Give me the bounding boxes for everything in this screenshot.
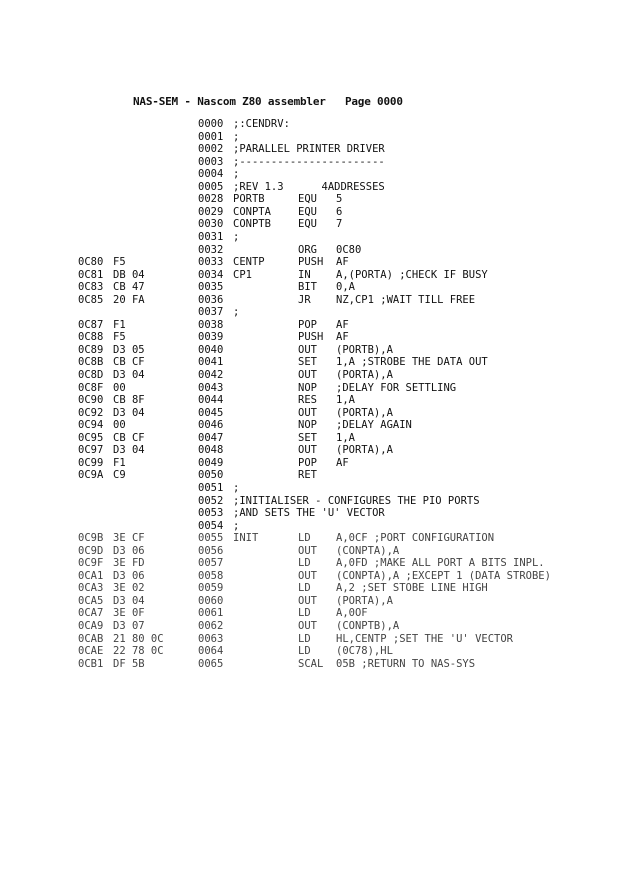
address-cell: 0CA7 [78, 607, 104, 620]
opcode-cell: BIT [298, 281, 317, 294]
listing-row [0, 344, 620, 356]
line-number-cell: 0043 [198, 381, 224, 394]
opcode-cell: OUT [298, 343, 317, 356]
listing-row [0, 218, 620, 230]
line-number-cell: 0037 [198, 306, 224, 319]
object-code-cell: CB 47 [113, 281, 145, 294]
operand-cell: A,2 ;SET STOBE LINE HIGH [336, 582, 488, 595]
line-number-cell: 0055 [198, 532, 224, 545]
operand-cell: AF [336, 331, 349, 344]
address-cell: 0C88 [78, 331, 104, 344]
listing-row [0, 620, 620, 632]
address-cell: 0C99 [78, 456, 104, 469]
listing-row [0, 457, 620, 469]
object-code-cell: DB 04 [113, 268, 145, 281]
comment-cell: ; [233, 130, 240, 143]
listing-row [0, 168, 620, 180]
listing-row [0, 369, 620, 381]
opcode-cell: OUT [298, 620, 317, 632]
opcode-cell: NOP [298, 419, 317, 432]
operand-cell: (PORTA),A [336, 444, 393, 457]
comment-cell: ;REV 1.3 4ADDRESSES [233, 180, 385, 193]
operand-cell: ;DELAY AGAIN [336, 419, 412, 432]
operand-cell: 0C80 [336, 243, 362, 256]
address-cell: 0C8F [78, 381, 104, 394]
operand-cell: 6 [336, 205, 343, 218]
line-number-cell: 0000 [198, 118, 224, 130]
operand-cell: 1,A ;STROBE THE DATA OUT [336, 356, 488, 369]
object-code-cell: D3 07 [113, 620, 145, 632]
operand-cell: AF [336, 456, 349, 469]
line-number-cell: 0042 [198, 369, 224, 381]
object-code-cell: 3E 0F [113, 607, 145, 620]
label-cell: CONPTB [233, 218, 271, 231]
line-number-cell: 0032 [198, 243, 224, 256]
object-code-cell: 00 [113, 419, 126, 432]
line-number-cell: 0031 [198, 230, 224, 243]
line-number-cell: 0058 [198, 569, 224, 582]
opcode-cell: LD [298, 632, 311, 645]
line-number-cell: 0059 [198, 582, 224, 595]
object-code-cell: D3 04 [113, 369, 145, 381]
operand-cell: A,(PORTA) ;CHECK IF BUSY [336, 268, 488, 281]
line-number-cell: 0039 [198, 331, 224, 344]
address-cell: 0C89 [78, 343, 104, 356]
address-cell: 0C83 [78, 281, 104, 294]
operand-cell: 0,A [336, 281, 355, 294]
line-number-cell: 0036 [198, 293, 224, 306]
address-cell: 0C9A [78, 469, 104, 482]
operand-cell: (PORTA),A [336, 406, 393, 419]
listing-row [0, 331, 620, 343]
operand-cell: A,0OF [336, 607, 368, 620]
opcode-cell: EQU [298, 193, 317, 206]
address-cell: 0C97 [78, 444, 104, 457]
operand-cell: ;DELAY FOR SETTLING [336, 381, 457, 394]
address-cell: 0C94 [78, 419, 104, 432]
address-cell: 0C8D [78, 369, 104, 381]
listing-row [0, 545, 620, 557]
object-code-cell: 21 80 0C [113, 632, 164, 645]
object-code-cell: DF 5B [113, 657, 145, 670]
listing-row [0, 356, 620, 368]
line-number-cell: 0030 [198, 218, 224, 231]
operand-cell: A,0FD ;MAKE ALL PORT A BITS INPL. [336, 557, 545, 570]
line-number-cell: 0061 [198, 607, 224, 620]
line-number-cell: 0050 [198, 469, 224, 482]
opcode-cell: LD [298, 557, 311, 570]
opcode-cell: NOP [298, 381, 317, 394]
operand-cell: 05B ;RETURN TO NAS-SYS [336, 657, 476, 670]
listing-row [0, 394, 620, 406]
operand-cell: (CONPTB),A [336, 620, 400, 632]
listing-row [0, 118, 620, 130]
address-cell: 0C85 [78, 293, 104, 306]
operand-cell: (PORTA),A [336, 369, 393, 381]
opcode-cell: EQU [298, 205, 317, 218]
opcode-cell: LD [298, 582, 311, 595]
address-cell: 0C81 [78, 268, 104, 281]
line-number-cell: 0062 [198, 620, 224, 632]
operand-cell: 1,A [336, 431, 355, 444]
address-cell: 0C90 [78, 394, 104, 407]
label-cell: PORTB [233, 193, 265, 206]
opcode-cell: LD [298, 607, 311, 620]
line-number-cell: 0060 [198, 594, 224, 607]
address-cell: 0C8B [78, 356, 104, 369]
page-header: NAS-SEM - Nascom Z80 assembler Page 0000 [133, 95, 403, 108]
operand-cell: (CONPTA),A [336, 544, 400, 557]
object-code-cell: 22 78 0C [113, 645, 164, 658]
object-code-cell: D3 06 [113, 569, 145, 582]
object-code-cell: D3 04 [113, 594, 145, 607]
listing-row [0, 382, 620, 394]
opcode-cell: OUT [298, 444, 317, 457]
opcode-cell: PUSH [298, 256, 324, 269]
address-cell: 0C95 [78, 431, 104, 444]
listing-row [0, 532, 620, 544]
listing-row [0, 231, 620, 243]
opcode-cell: POP [298, 318, 317, 331]
operand-cell: AF [336, 318, 349, 331]
comment-cell: ;PARALLEL PRINTER DRIVER [233, 143, 385, 156]
line-number-cell: 0035 [198, 281, 224, 294]
listing-row [0, 256, 620, 268]
object-code-cell: 3E 02 [113, 582, 145, 595]
line-number-cell: 0003 [198, 155, 224, 168]
line-number-cell: 0038 [198, 318, 224, 331]
comment-cell: ; [233, 230, 240, 243]
address-cell: 0CA1 [78, 569, 104, 582]
address-cell: 0CA5 [78, 594, 104, 607]
line-number-cell: 0052 [198, 494, 224, 507]
listing-row [0, 269, 620, 281]
line-number-cell: 0040 [198, 343, 224, 356]
object-code-cell: CB CF [113, 356, 145, 369]
line-number-cell: 0028 [198, 193, 224, 206]
object-code-cell: D3 06 [113, 544, 145, 557]
listing-row [0, 469, 620, 481]
listing-row [0, 181, 620, 193]
opcode-cell: RES [298, 394, 317, 407]
line-number-cell: 0048 [198, 444, 224, 457]
comment-cell: ;:CENDRV: [233, 118, 290, 130]
listing-row [0, 244, 620, 256]
operand-cell: 5 [336, 193, 343, 206]
listing-row [0, 658, 620, 670]
comment-cell: ; [233, 519, 240, 532]
opcode-cell: SET [298, 431, 317, 444]
listing-row [0, 319, 620, 331]
opcode-cell: POP [298, 456, 317, 469]
opcode-cell: SCAL [298, 657, 324, 670]
address-cell: 0C9B [78, 532, 104, 545]
object-code-cell: F1 [113, 456, 126, 469]
opcode-cell: OUT [298, 569, 317, 582]
label-cell: CP1 [233, 268, 252, 281]
line-number-cell: 0044 [198, 394, 224, 407]
label-cell: INIT [233, 532, 259, 545]
address-cell: 0CAB [78, 632, 104, 645]
opcode-cell: LD [298, 532, 311, 545]
address-cell: 0C9D [78, 544, 104, 557]
line-number-cell: 0033 [198, 256, 224, 269]
opcode-cell: IN [298, 268, 311, 281]
listing-row [0, 633, 620, 645]
listing-row [0, 507, 620, 519]
comment-cell: ; [233, 481, 240, 494]
listing-row [0, 495, 620, 507]
opcode-cell: OUT [298, 406, 317, 419]
object-code-cell: 3E FD [113, 557, 145, 570]
listing-row [0, 306, 620, 318]
operand-cell: A,0CF ;PORT CONFIGURATION [336, 532, 495, 545]
listing-row [0, 156, 620, 168]
address-cell: 0C80 [78, 256, 104, 269]
address-cell: 0C9F [78, 557, 104, 570]
line-number-cell: 0056 [198, 544, 224, 557]
operand-cell: (CONPTA),A ;EXCEPT 1 (DATA STROBE) [336, 569, 551, 582]
address-cell: 0C92 [78, 406, 104, 419]
line-number-cell: 0001 [198, 130, 224, 143]
line-number-cell: 0057 [198, 557, 224, 570]
object-code-cell: CB CF [113, 431, 145, 444]
object-code-cell: 20 FA [113, 293, 145, 306]
opcode-cell: EQU [298, 218, 317, 231]
comment-cell: ; [233, 168, 240, 181]
operand-cell: AF [336, 256, 349, 269]
address-cell: 0CB1 [78, 657, 104, 670]
comment-cell: ; [233, 306, 240, 319]
object-code-cell: CB 8F [113, 394, 145, 407]
object-code-cell: 00 [113, 381, 126, 394]
line-number-cell: 0063 [198, 632, 224, 645]
line-number-cell: 0064 [198, 645, 224, 658]
line-number-cell: 0053 [198, 507, 224, 520]
listing-row [0, 520, 620, 532]
line-number-cell: 0049 [198, 456, 224, 469]
opcode-cell: RET [298, 469, 317, 482]
listing-row [0, 432, 620, 444]
listing-row [0, 131, 620, 143]
object-code-cell: F5 [113, 331, 126, 344]
object-code-cell: D3 04 [113, 406, 145, 419]
opcode-cell: OUT [298, 544, 317, 557]
object-code-cell: C9 [113, 469, 126, 482]
listing-row [0, 645, 620, 657]
line-number-cell: 0029 [198, 205, 224, 218]
opcode-cell: PUSH [298, 331, 324, 344]
comment-cell: ;----------------------- [233, 155, 385, 168]
operand-cell: NZ,CP1 ;WAIT TILL FREE [336, 293, 476, 306]
line-number-cell: 0054 [198, 519, 224, 532]
line-number-cell: 0065 [198, 657, 224, 670]
address-cell: 0CA9 [78, 620, 104, 632]
address-cell: 0CA3 [78, 582, 104, 595]
listing-row [0, 444, 620, 456]
label-cell: CONPTA [233, 205, 271, 218]
opcode-cell: OUT [298, 594, 317, 607]
listing-row [0, 607, 620, 619]
comment-cell: ;AND SETS THE 'U' VECTOR [233, 507, 385, 520]
listing-row [0, 482, 620, 494]
listing-row [0, 143, 620, 155]
address-cell: 0CAE [78, 645, 104, 658]
object-code-cell: 3E CF [113, 532, 145, 545]
listing-row [0, 570, 620, 582]
operand-cell: 1,A [336, 394, 355, 407]
comment-cell: ;INITIALISER - CONFIGURES THE PIO PORTS [233, 494, 480, 507]
listing-row [0, 582, 620, 594]
address-cell: 0C87 [78, 318, 104, 331]
line-number-cell: 0005 [198, 180, 224, 193]
listing-row [0, 206, 620, 218]
listing-row [0, 407, 620, 419]
operand-cell: (0C78),HL [336, 645, 393, 658]
operand-cell: (PORTB),A [336, 343, 393, 356]
line-number-cell: 0002 [198, 143, 224, 156]
opcode-cell: ORG [298, 243, 317, 256]
listing-row [0, 294, 620, 306]
line-number-cell: 0045 [198, 406, 224, 419]
object-code-cell: F1 [113, 318, 126, 331]
operand-cell: HL,CENTP ;SET THE 'U' VECTOR [336, 632, 514, 645]
operand-cell: 7 [336, 218, 343, 231]
operand-cell: (PORTA),A [336, 594, 393, 607]
line-number-cell: 0034 [198, 268, 224, 281]
listing-row [0, 557, 620, 569]
object-code-cell: D3 04 [113, 444, 145, 457]
opcode-cell: OUT [298, 369, 317, 381]
line-number-cell: 0046 [198, 419, 224, 432]
line-number-cell: 0041 [198, 356, 224, 369]
opcode-cell: SET [298, 356, 317, 369]
line-number-cell: 0047 [198, 431, 224, 444]
label-cell: CENTP [233, 256, 265, 269]
listing-row [0, 595, 620, 607]
listing-row [0, 281, 620, 293]
listing-row [0, 193, 620, 205]
object-code-cell: D3 05 [113, 343, 145, 356]
opcode-cell: LD [298, 645, 311, 658]
line-number-cell: 0051 [198, 481, 224, 494]
opcode-cell: JR [298, 293, 311, 306]
object-code-cell: F5 [113, 256, 126, 269]
listing-row [0, 419, 620, 431]
line-number-cell: 0004 [198, 168, 224, 181]
